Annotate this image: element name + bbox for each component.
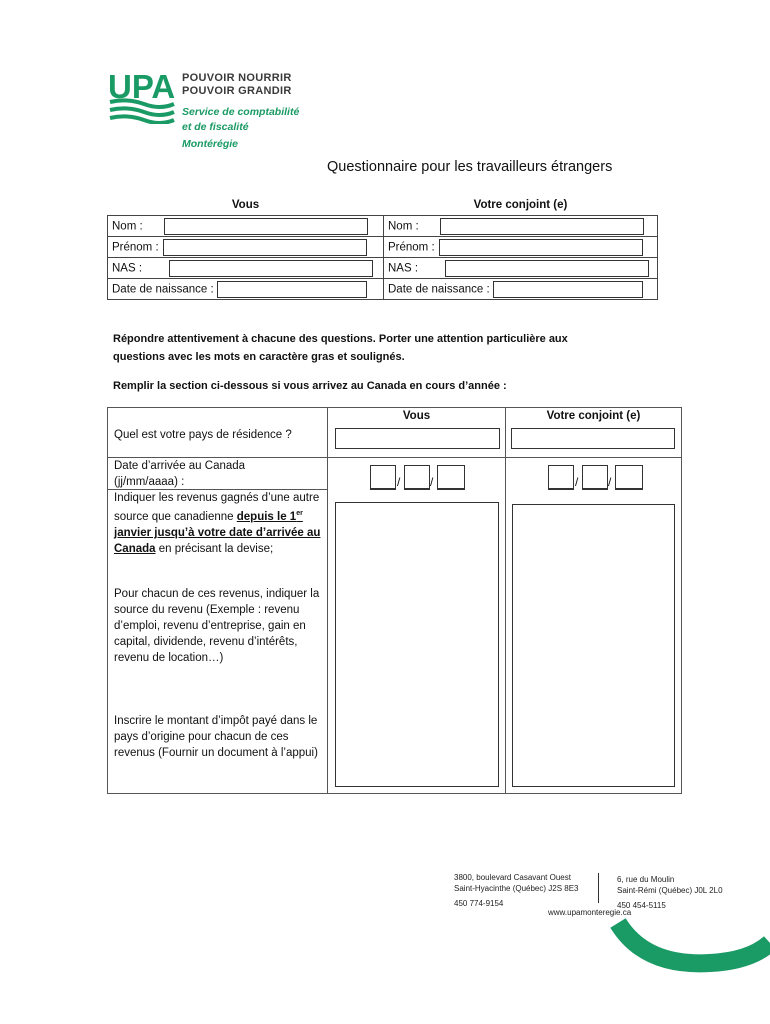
table-row [108, 258, 658, 279]
you-dob-label: Date de naissance : [112, 283, 214, 296]
svg-text:UPA: UPA [108, 68, 176, 105]
spouse-sin-field[interactable] [445, 260, 649, 277]
footer-divider [598, 873, 599, 903]
spouse-name-field[interactable] [440, 218, 644, 235]
q-arrival-date-line-1: Date d’arrivée au Canada [114, 460, 246, 472]
logo-tagline-1: POUVOIR NOURRIR [182, 72, 292, 84]
table-row [108, 279, 658, 300]
page-title: Questionnaire pour les travailleurs étrangers [327, 159, 613, 175]
you-sin-field[interactable] [169, 260, 373, 277]
footer-address-2-line-2: Saint-Rémi (Québec) J0L 2L0 [617, 886, 723, 895]
col-spouse-header: Votre conjoint (e) [473, 199, 568, 211]
spouse-firstname-label: Prénom : [388, 241, 435, 254]
date-separator: / [397, 475, 401, 489]
spouse-name-label: Nom : [388, 220, 419, 233]
section-instruction: Remplir la section ci-dessous si vous arrivez au Canada en cours d’année : [113, 380, 507, 392]
logo-service-line-3: Montérégie [182, 138, 239, 150]
q-income-label [114, 490, 324, 557]
spouse-arrival-month[interactable] [582, 465, 608, 490]
table-row [108, 237, 658, 258]
q-income-bold-1: depuis le 1 [236, 510, 297, 523]
spouse-sin-label: NAS : [388, 262, 419, 275]
spouse-dob-field[interactable] [493, 281, 643, 298]
spouse-arrival-year[interactable] [615, 465, 643, 490]
q-residence-label: Quel est votre pays de résidence ? [114, 429, 292, 441]
footer-arc-decoration [600, 905, 770, 975]
footer-phone-1: 450 774-9154 [454, 899, 504, 908]
q-arrival-date-line-2: (jj/mm/aaaa) : [114, 476, 185, 488]
logo-service-line-1: Service de comptabilité [182, 106, 300, 118]
footer-address-1-line-1: 3800, boulevard Casavant Ouest [454, 873, 571, 882]
t2-col-spouse-header: Votre conjoint (e) [546, 410, 641, 422]
instructions-line-2: questions avec les mots en caractère gras et soulignés. [113, 351, 405, 363]
q-income-source-label: Pour chacun de ces revenus, indiquer la source du revenu (Exemple : revenu d’emploi, revenu d’entreprise, gain en capital, dividende, revenu d’intérêts, revenu de location…) [114, 588, 320, 664]
col-you-header: Vous [231, 199, 260, 211]
instructions [113, 330, 673, 366]
you-country-field[interactable] [335, 428, 500, 449]
you-arrival-day[interactable] [370, 465, 396, 490]
you-firstname-label: Prénom : [112, 241, 159, 254]
q-income-tax-label: Inscrire le montant d’impôt payé dans le pays d’origine pour chacun de ces revenus (Fournir un document à l’appui) [114, 715, 318, 759]
upa-logo [108, 68, 176, 124]
you-firstname-field[interactable] [163, 239, 367, 256]
t2-col-you-header: Vous [402, 410, 431, 422]
instructions-line-1: Répondre attentivement à chacune des questions. Porter une attention particulière aux [113, 333, 568, 345]
footer-address-1-line-2: Saint-Hyacinthe (Québec) J2S 8E3 [454, 884, 579, 893]
footer-phone-2: 450 454-5115 [617, 901, 666, 910]
spouse-arrival-day[interactable] [548, 465, 574, 490]
spouse-country-field[interactable] [511, 428, 675, 449]
identity-table [107, 195, 658, 300]
q-income-pre: Indiquer les revenus gagnés d’une autre source que canadienne [114, 492, 320, 523]
q-income-sup: er [296, 510, 303, 517]
footer-address-2-line-1: 6, rue du Moulin [617, 875, 675, 884]
you-income-textarea[interactable] [335, 502, 499, 787]
q-arrival-date-label [114, 458, 245, 490]
spouse-dob-label: Date de naissance : [388, 283, 490, 296]
footer-address-1 [454, 872, 579, 909]
logo-tagline-2: POUVOIR GRANDIR [182, 85, 292, 97]
date-separator: / [608, 475, 612, 489]
q-income-bold-2: janvier jusqu’à votre date d’arrivée au Canada [114, 526, 321, 555]
you-name-field[interactable] [164, 218, 368, 235]
spouse-firstname-field[interactable] [439, 239, 643, 256]
date-separator: / [430, 475, 434, 489]
you-dob-field[interactable] [217, 281, 367, 298]
q-income-post: en précisant la devise; [155, 542, 274, 555]
table-row [108, 216, 658, 237]
you-arrival-month[interactable] [404, 465, 430, 490]
you-arrival-year[interactable] [437, 465, 465, 490]
you-sin-label: NAS : [112, 262, 143, 275]
date-separator: / [575, 475, 579, 489]
you-name-label: Nom : [112, 220, 143, 233]
spouse-income-textarea[interactable] [512, 504, 675, 787]
footer-website[interactable]: www.upamonteregie.ca [548, 908, 632, 917]
arrival-table [107, 407, 682, 794]
upa-logo-mark [108, 68, 176, 124]
logo-service-line-2: et de fiscalité [182, 121, 249, 133]
